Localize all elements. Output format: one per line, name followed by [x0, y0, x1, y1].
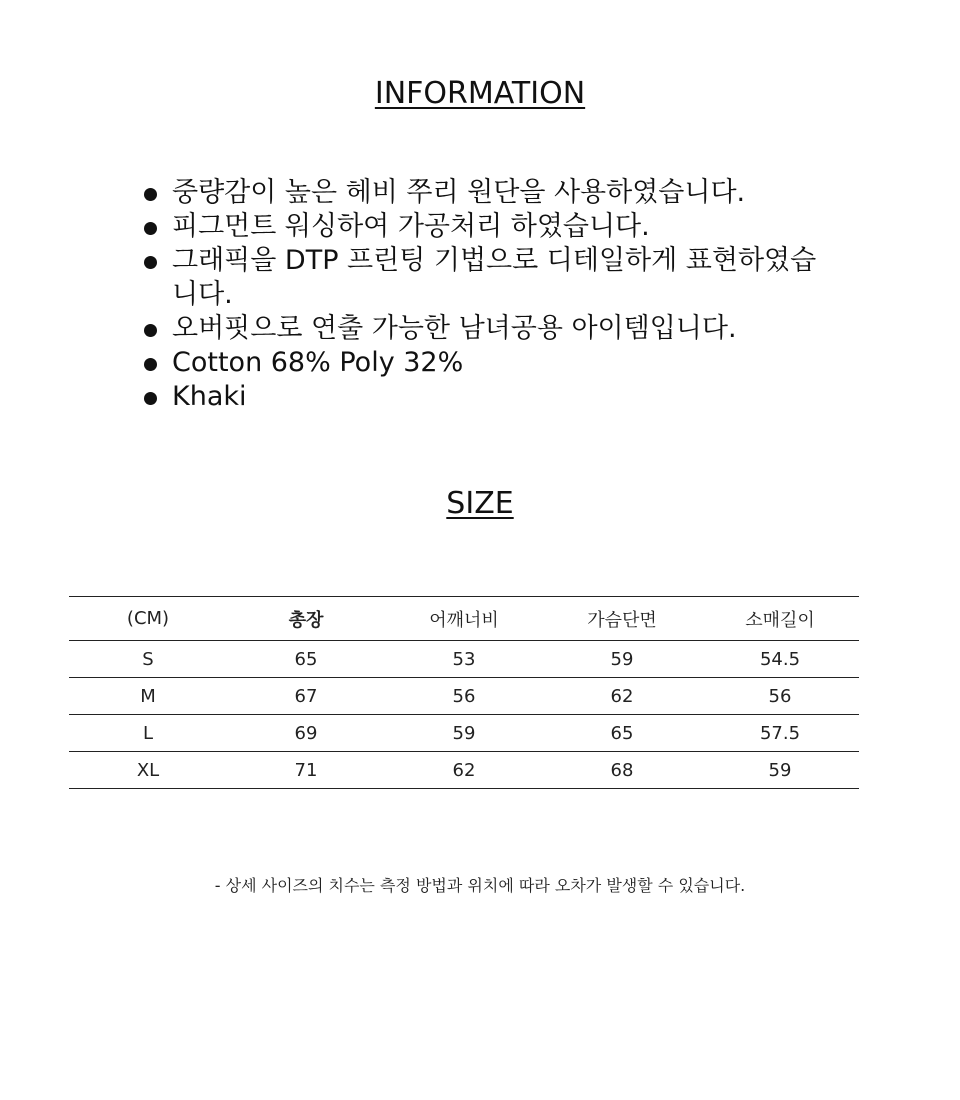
list-item-text: 오버핏으로 연출 가능한 남녀공용 아이템입니다.: [172, 313, 737, 344]
table-header-row: [69, 597, 859, 641]
table-cell: 59: [543, 641, 701, 678]
table-cell: 69: [227, 715, 385, 752]
table-row: [69, 752, 859, 789]
list-item-text: Cotton 68% Poly 32%: [172, 347, 464, 378]
size-title: SIZE: [446, 486, 514, 521]
table-cell: 68: [543, 752, 701, 789]
size-label: M: [69, 678, 227, 715]
bullet-icon: [144, 392, 157, 405]
list-item: [140, 244, 840, 312]
size-table: [69, 596, 859, 789]
table-row: [69, 715, 859, 752]
header-sleeve-length: 소매길이: [701, 597, 859, 641]
bullet-icon: [144, 358, 157, 371]
size-label: XL: [69, 752, 227, 789]
table-cell: 56: [701, 678, 859, 715]
bullet-icon: [144, 222, 157, 235]
table-cell: 65: [227, 641, 385, 678]
bullet-icon: [144, 188, 157, 201]
list-item-text: 중량감이 높은 헤비 쭈리 원단을 사용하였습니다.: [172, 177, 746, 208]
table-cell: 67: [227, 678, 385, 715]
table-row: [69, 678, 859, 715]
table-cell: 56: [385, 678, 543, 715]
table-cell: 65: [543, 715, 701, 752]
information-list: [140, 176, 840, 414]
list-item: [140, 312, 840, 346]
size-label: S: [69, 641, 227, 678]
list-item-text: 그래픽을 DTP 프린팅 기법으로 디테일하게 표현하였습니다.: [172, 245, 817, 310]
table-row: [69, 641, 859, 678]
list-item: [140, 210, 840, 244]
size-label: L: [69, 715, 227, 752]
table-cell: 53: [385, 641, 543, 678]
bullet-icon: [144, 324, 157, 337]
list-item-text: 피그먼트 워싱하여 가공처리 하였습니다.: [172, 211, 650, 242]
header-shoulder-width: 어깨너비: [385, 597, 543, 641]
list-item: [140, 380, 840, 414]
table-cell: 59: [701, 752, 859, 789]
table-cell: 62: [385, 752, 543, 789]
list-item-text: Khaki: [172, 381, 247, 412]
table-cell: 62: [543, 678, 701, 715]
list-item: [140, 176, 840, 210]
header-chest-width: 가슴단면: [543, 597, 701, 641]
size-note: - 상세 사이즈의 치수는 측정 방법과 위치에 따라 오차가 발생할 수 있습니다.: [214, 876, 746, 895]
table-cell: 71: [227, 752, 385, 789]
header-unit: (CM): [69, 597, 227, 641]
header-total-length: 총장: [227, 597, 385, 641]
bullet-icon: [144, 256, 157, 269]
table-cell: 57.5: [701, 715, 859, 752]
table-cell: 54.5: [701, 641, 859, 678]
list-item: [140, 346, 840, 380]
table-cell: 59: [385, 715, 543, 752]
information-title: INFORMATION: [374, 76, 586, 111]
